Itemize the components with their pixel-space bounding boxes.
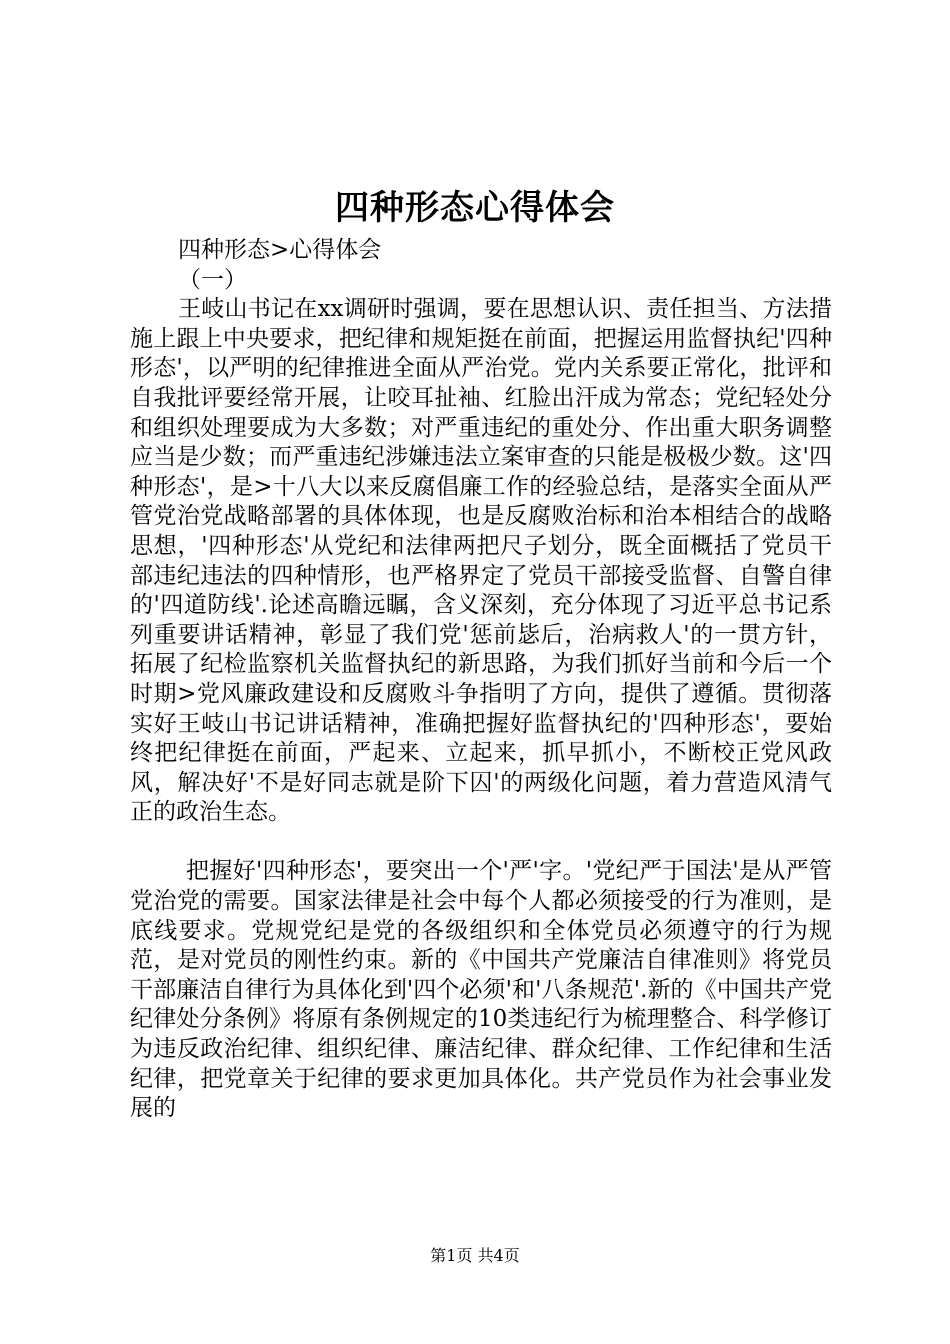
document-subtitle: 四种形态>心得体会: [178, 237, 382, 263]
page-footer: 第1页 共4页: [430, 1246, 520, 1265]
page-title: 四种形态心得体会: [335, 188, 615, 228]
section-label: （一）: [178, 266, 247, 293]
document-body: [130, 236, 832, 1124]
paragraph-1: 王岐山书记在xx调研时强调，要在思想认识、责任担当、方法措施上跟上中央要求，把纪律和规矩挺在前面，把握运用监督执纪'四种形态'，以严明的纪律推进全面从严治党。党内关系要正常化，批评和自我批评要经常开展，让咬耳扯袖、红脸出汗成为常态；党纪轻处分和组织处理要成为大多数；对严重违纪的重处分、作出重大职务调整应当是少数；而严重违纪涉嫌违法立案审查的只能是极极少数。这'四种形态'，是>十八大以来反腐倡廉工作的经验总结，是落实全面从严管党治党战略部署的具体体现，也是反腐败治标和治本相结合的战略思想，'四种形态'从党纪和法律两把尺子划分，既全面概括了党员干部违纪违法的四种情形，也严格界定了党员干部接受监督、自警自律的'四道防线'.论述高瞻远瞩，含义深刻，充分体现了习近平总书记系列重要讲话精神，彰显了我们党'惩前毖后，治病救人'的一贯方针，拓展了纪检监察机关监督执纪的新思路，为我们抓好当前和今后一个时期>党风廉政建设和反腐败斗争指明了方向，提供了遵循。贯彻落实好王岐山书记讲话精神，准确把握好监督执纪的'四种形态'，要始终把纪律挺在前面，严起来、立起来，抓早抓小，不断校正党风政风，解决好'不是好同志就是阶下囚'的两级化问题，着力营造风清气正的政治生态。: [130, 296, 832, 826]
paragraph-2: 把握好'四种形态'，要突出一个'严'字。'党纪严于国法'是从严管党治党的需要。国家法律是社会中每个人都必须接受的行为准则，是底线要求。党规党纪是党的各级组织和全体党员必须遵守的行为规范，是对党员的刚性约束。新的《中国共产党廉洁自律准则》将党员干部廉洁自律行为具体化到'四个必须'和'八条规范'.新的《中国共产党纪律处分条例》将原有条例规定的10类违纪行为梳理整合、科学修订为违反政治纪律、组织纪律、廉洁纪律、群众纪律、工作纪律和生活纪律，把党章关于纪律的要求更加具体化。共产党员作为社会事业发展的: [130, 858, 832, 1122]
